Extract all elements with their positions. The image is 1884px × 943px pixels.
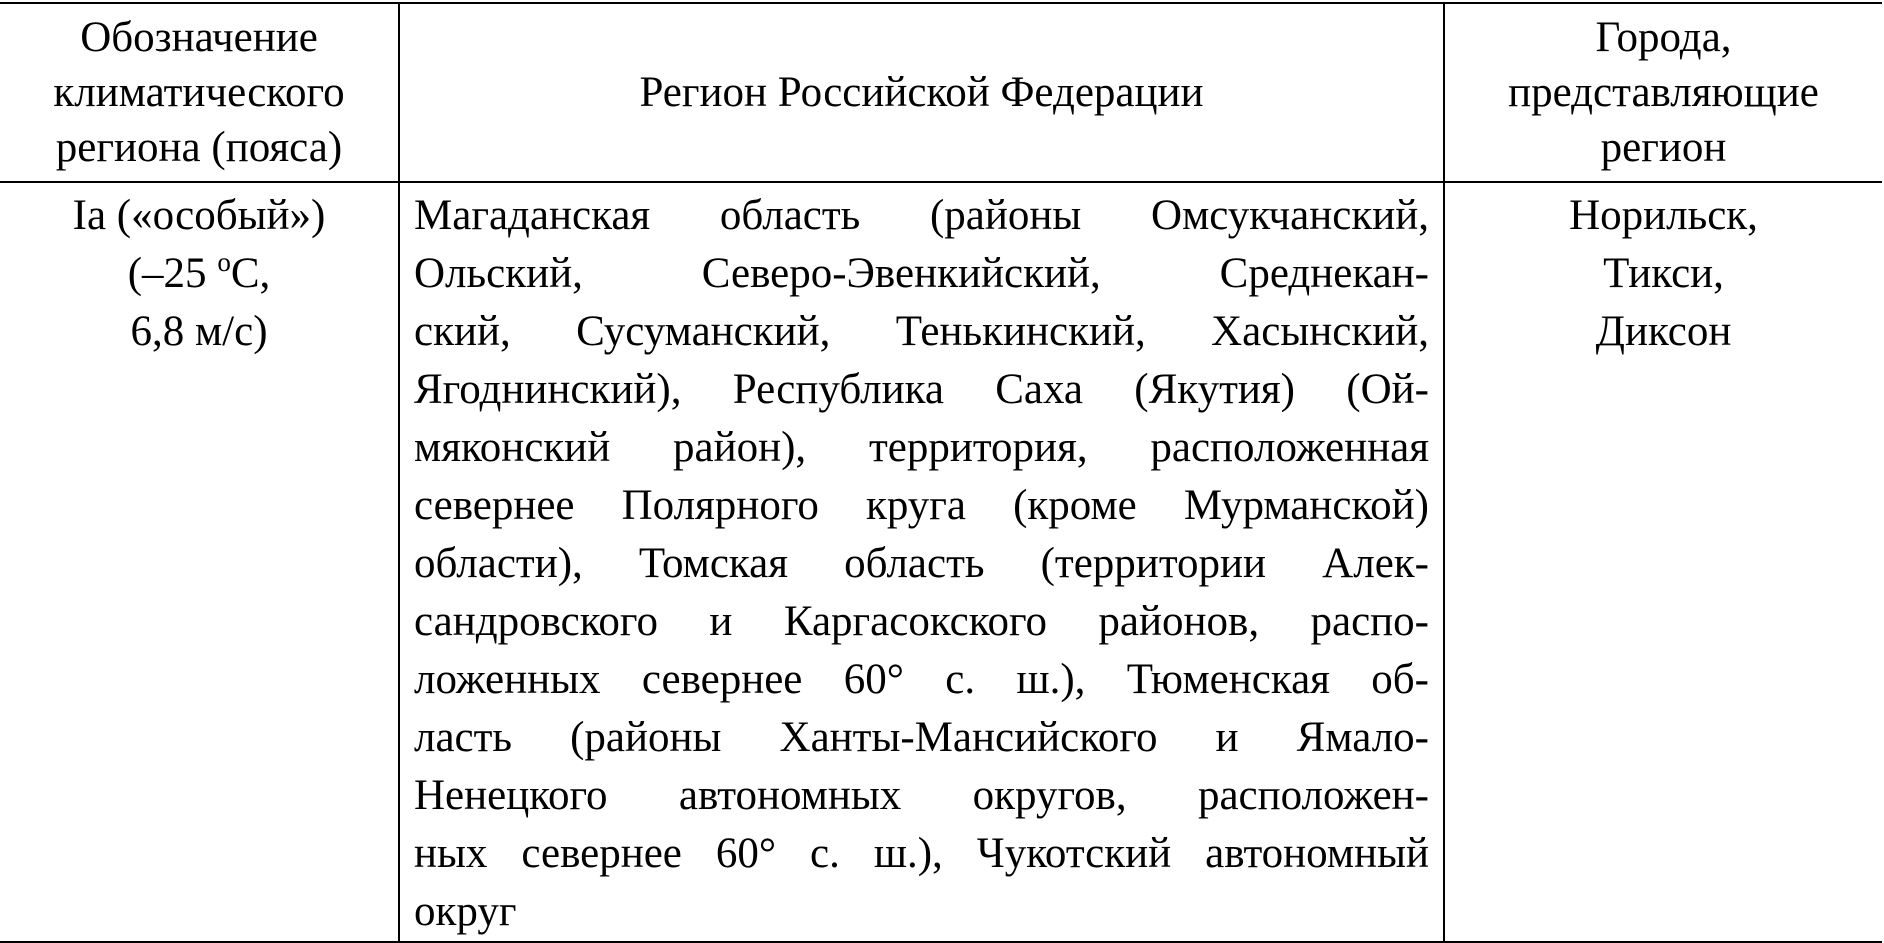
- region-line: округ: [414, 888, 517, 935]
- table-header-row: [0, 3, 1882, 182]
- temperature-value: (–25: [127, 250, 218, 297]
- cell-designation: [0, 182, 399, 942]
- region-line: мяконский район), территория, расположенная: [414, 424, 1429, 471]
- region-description: [400, 187, 1443, 941]
- header-region-label: Регион Российской Федерации: [639, 69, 1204, 116]
- city-item: Норильск,: [1569, 192, 1758, 239]
- region-line: ский, Сусуманский, Тенькинский, Хасынский,: [414, 308, 1429, 355]
- cell-cities: [1444, 182, 1882, 942]
- region-line: севернее Полярного круга (кроме Мурманской): [414, 482, 1429, 529]
- region-line: ласть (районы Ханты-Мансийского и Ямало-: [414, 714, 1429, 761]
- temperature-unit: С,: [230, 250, 271, 297]
- region-line: Ягоднинский), Республика Саха (Якутия) (Ой-: [414, 366, 1429, 413]
- table-row: [0, 182, 1882, 942]
- region-line: сандровского и Каргасокского районов, распо-: [414, 598, 1429, 645]
- climate-regions-table: [0, 2, 1882, 943]
- city-item: Диксон: [1595, 308, 1732, 355]
- region-line: ных севернее 60° с. ш.), Чукотский автономный: [414, 830, 1429, 877]
- designation-wind-speed: 6,8 м/с): [130, 308, 268, 355]
- header-cities-line: Города,: [1595, 14, 1732, 61]
- header-designation: [0, 3, 399, 182]
- region-line: ложенных севернее 60° с. ш.), Тюменская об-: [414, 656, 1429, 703]
- header-designation-line: региона (пояса): [55, 124, 343, 171]
- region-line: области), Томская область (территории Алек-: [414, 540, 1429, 587]
- designation-temperature: [0, 245, 398, 303]
- header-designation-line: Обозначение: [80, 14, 318, 61]
- cell-region: [399, 182, 1444, 942]
- header-designation-line: климатического: [53, 69, 345, 116]
- header-region: [399, 3, 1444, 182]
- header-cities-line: регион: [1600, 124, 1727, 171]
- city-item: Тикси,: [1603, 250, 1724, 297]
- header-cities: [1444, 3, 1882, 182]
- region-line: Ненецкого автономных округов, расположен-: [414, 772, 1429, 819]
- designation-code: Iа («особый»): [72, 192, 326, 239]
- header-cities-line: представляющие: [1508, 69, 1819, 116]
- degree-mark: о: [217, 247, 231, 277]
- region-line: Магаданская область (районы Омсукчанский,: [414, 192, 1429, 239]
- region-line: Ольский, Северо-Эвенкийский, Среднекан-: [414, 250, 1429, 297]
